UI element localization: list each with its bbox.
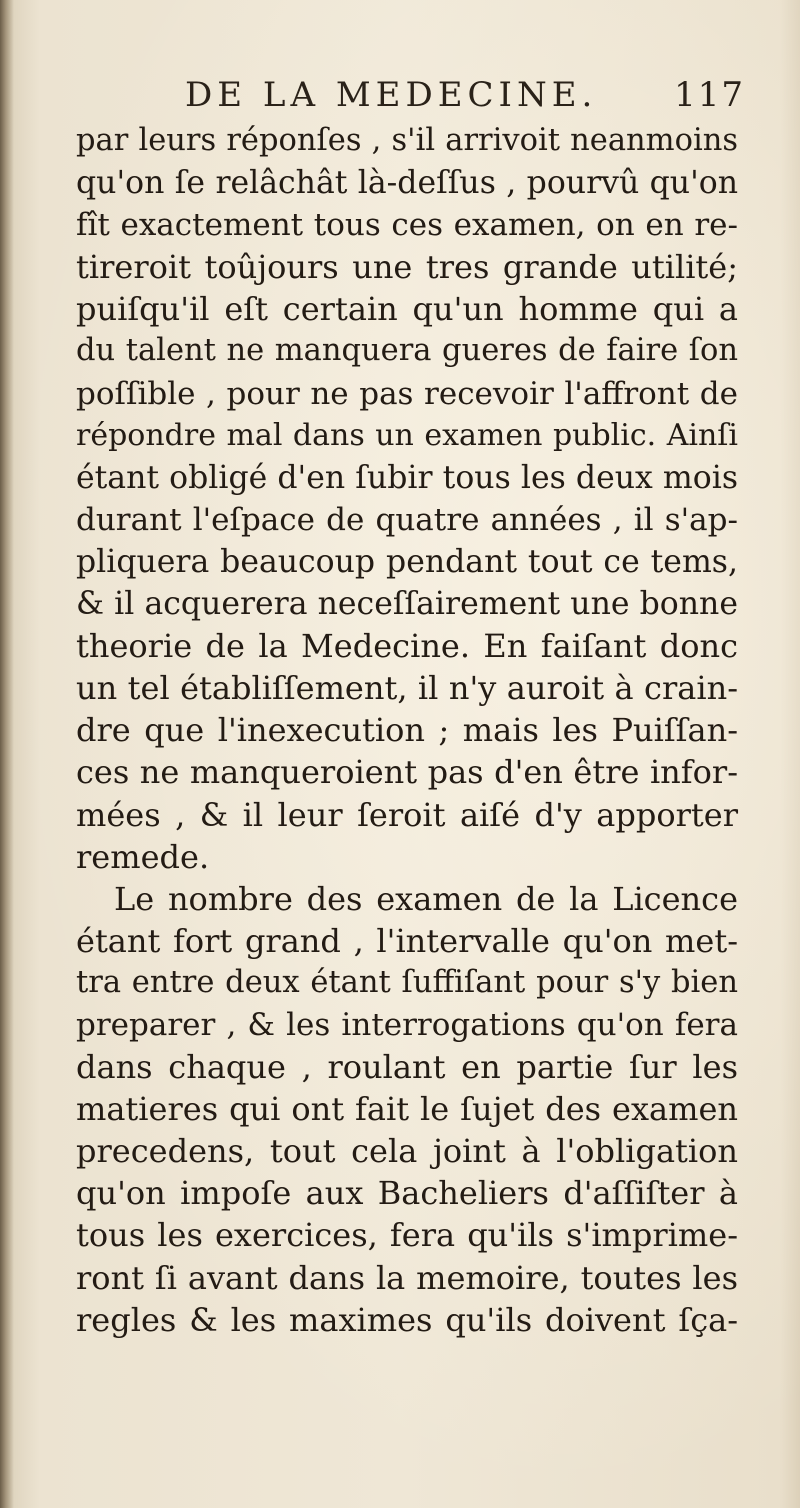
text-line: regles & les maximes qu'ils doivent ſça-	[76, 1300, 738, 1339]
text-line: preparer , & les interrogations qu'on fera	[76, 1006, 738, 1043]
page-number: 117	[674, 75, 745, 115]
text-line: qu'on ſe relâchât là-deſſus , pourvû qu'on	[76, 165, 738, 202]
text-line: & il acquerera neceſſairement une bonne	[76, 586, 738, 623]
text-line: puiſqu'il eſt certain qu'un homme qui a	[76, 290, 738, 329]
text-line: tra entre deux étant ſuffiſant pour s'y bien	[76, 964, 738, 1000]
text-line: poſſible , pour ne pas recevoir l'affront de	[76, 375, 738, 412]
binding-gutter	[0, 0, 14, 1508]
text-line: fît exactement tous ces examen, on en re-	[76, 207, 738, 244]
text-line: mées , & il leur ſeroit aiſé d'y apporter	[76, 795, 738, 834]
text-line: du talent ne manquera gueres de faire ſon	[76, 333, 738, 369]
text-line: qu'on impoſe aux Bacheliers d'aſſiſter à	[76, 1174, 738, 1213]
text-line: remede.	[76, 837, 210, 876]
body-text	[76, 120, 738, 1341]
text-line: ront ſi avant dans la memoire, toutes les	[76, 1258, 738, 1297]
text-line: precedens, tout cela joint à l'obligation	[76, 1132, 738, 1171]
text-line: par leurs réponſes , s'il arrivoit neanmoins	[76, 123, 738, 158]
text-line: ces ne manqueroient pas d'en être infor-	[76, 753, 738, 792]
running-title: DE LA MEDECINE.	[185, 75, 598, 115]
text-line: durant l'eſpace de quatre années , il s'ap-	[76, 501, 738, 538]
page-header	[185, 70, 745, 120]
text-line: étant obligé d'en ſubir tous les deux mois	[76, 459, 738, 496]
text-line: dre que l'inexecution ; mais les Puiſſan-	[76, 711, 738, 750]
text-line: tous les exercices, fera qu'ils s'imprime-	[76, 1216, 738, 1255]
text-line: theorie de la Medecine. En faiſant donc	[76, 627, 738, 666]
text-line: un tel établiſſement, il n'y auroit à crain-	[76, 669, 738, 708]
paragraph-1	[76, 120, 738, 878]
text-line: pliquera beaucoup pendant tout ce tems,	[76, 543, 738, 580]
text-line: tireroit toûjours une tres grande utilité;	[76, 248, 738, 287]
paragraph-2	[76, 878, 738, 1341]
text-line: matieres qui ont fait le ſujet des examen	[76, 1090, 738, 1129]
text-line: répondre mal dans un examen public. Ainſi	[76, 417, 738, 453]
text-line: Le nombre des examen de la Licence	[114, 879, 738, 918]
text-line: dans chaque , roulant en partie ſur les	[76, 1048, 738, 1087]
text-line: étant fort grand , l'intervalle qu'on met-	[76, 921, 738, 960]
